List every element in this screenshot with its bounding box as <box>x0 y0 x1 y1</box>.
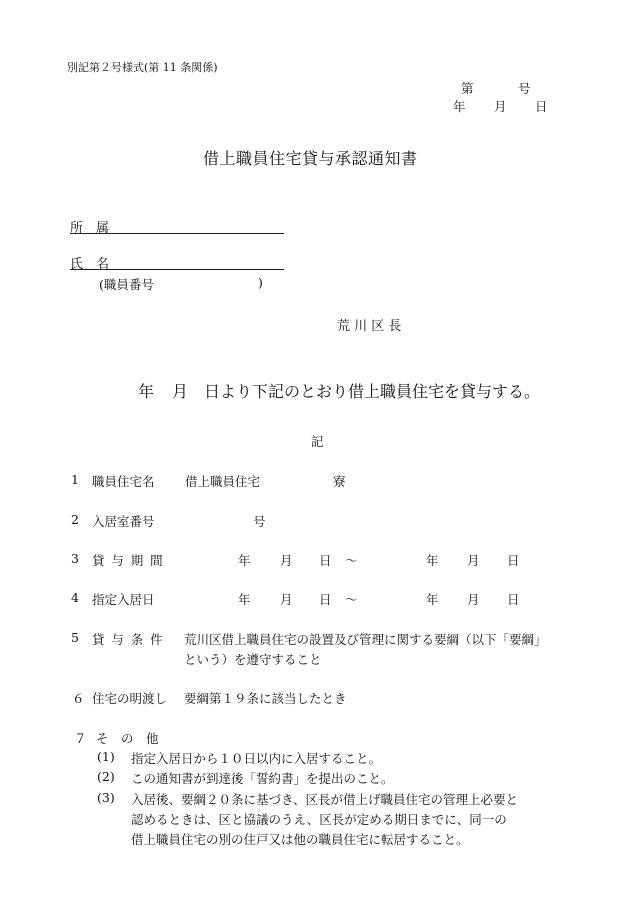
item6-value: 要綱第１９条に該当したとき <box>184 691 347 706</box>
item4-from-year: 年 <box>238 592 251 607</box>
lead-sentence: 日より下記のとおり借上職員住宅を貸与する。 <box>204 382 541 401</box>
item4-from-month: 月 <box>280 592 293 607</box>
name-label: 氏 名 <box>70 257 110 272</box>
item3-to-day: 日 <box>507 553 520 568</box>
form-label: 別記第２号様式(第 11 条関係) <box>67 61 218 74</box>
staff-number-open: (職員番号 <box>99 277 154 292</box>
item6-label: 住宅の明渡し <box>92 691 168 706</box>
item2-label: 入居室番号 <box>92 514 155 529</box>
item1-number: 1 <box>71 472 79 487</box>
item6-number: ６ <box>72 691 85 706</box>
item7-number: ７ <box>74 731 87 746</box>
page-title: 借上職員住宅貸与承認通知書 <box>203 149 418 168</box>
ki-marker: 記 <box>311 434 324 449</box>
date-year: 年 <box>453 99 466 114</box>
affiliation-underline <box>70 233 284 234</box>
item4-tilde: ～ <box>345 592 358 607</box>
issuer: 荒 川 区 長 <box>337 319 402 334</box>
item5-label: 貸与条件 <box>92 632 170 647</box>
item4-to-day: 日 <box>507 592 520 607</box>
item5-line1: 荒川区借上職員住宅の設置及び管理に関する要綱（以下「要綱」 <box>184 632 547 647</box>
item3-number: 3 <box>71 551 79 566</box>
number-dai: 第 <box>461 81 474 96</box>
item3-to-month: 月 <box>467 553 480 568</box>
item3-from-day: 日 <box>319 553 332 568</box>
item3-from-month: 月 <box>280 553 293 568</box>
item1-label: 職員住宅名 <box>92 474 155 489</box>
date-month: 月 <box>494 99 507 114</box>
item3-label: 貸与期間 <box>92 553 170 568</box>
item1-suffix: 寮 <box>333 474 346 489</box>
item5-line2: という）を遵守すること <box>184 652 322 667</box>
item7-sub3-line2: 認めるときは、区と協議のうえ、区長が定める期日までに、同一の <box>131 812 507 827</box>
item5-number: 5 <box>71 630 79 645</box>
item7-sub3-line3: 借上職員住宅の別の住戸又は他の職員住宅に転居すること。 <box>131 832 469 847</box>
item4-label: 指定入居日 <box>92 592 155 607</box>
item7-sub3-number: (3) <box>97 790 115 805</box>
item3-to-year: 年 <box>426 553 439 568</box>
name-underline <box>70 269 284 270</box>
item2-number: 2 <box>71 512 79 527</box>
item7-sub1-text: 指定入居日から１０日以内に入居すること。 <box>131 751 382 766</box>
item7-sub2-number: (2) <box>97 769 115 784</box>
date-day: 日 <box>535 99 548 114</box>
item7-sub1-number: (1) <box>97 749 115 764</box>
item7-sub3-line1: 入居後、要綱２０条に基づき、区長が借上げ職員住宅の管理上必要と <box>131 792 519 807</box>
item7-sub2-text: この通知書が到達後「誓約書」を提出のこと。 <box>131 771 394 786</box>
item4-from-day: 日 <box>319 592 332 607</box>
item1-value: 借上職員住宅 <box>185 474 261 489</box>
item4-to-year: 年 <box>426 592 439 607</box>
number-go: 号 <box>518 81 531 96</box>
item3-from-year: 年 <box>238 553 251 568</box>
item3-tilde: ～ <box>345 553 358 568</box>
staff-number-close: ) <box>258 275 263 290</box>
item7-label: そ の 他 <box>96 731 159 746</box>
item4-number: 4 <box>71 590 79 605</box>
item4-to-month: 月 <box>467 592 480 607</box>
lead-year: 年 <box>138 382 155 401</box>
lead-month: 月 <box>172 382 189 401</box>
item2-suffix: 号 <box>253 514 266 529</box>
affiliation-label: 所 属 <box>70 221 110 236</box>
